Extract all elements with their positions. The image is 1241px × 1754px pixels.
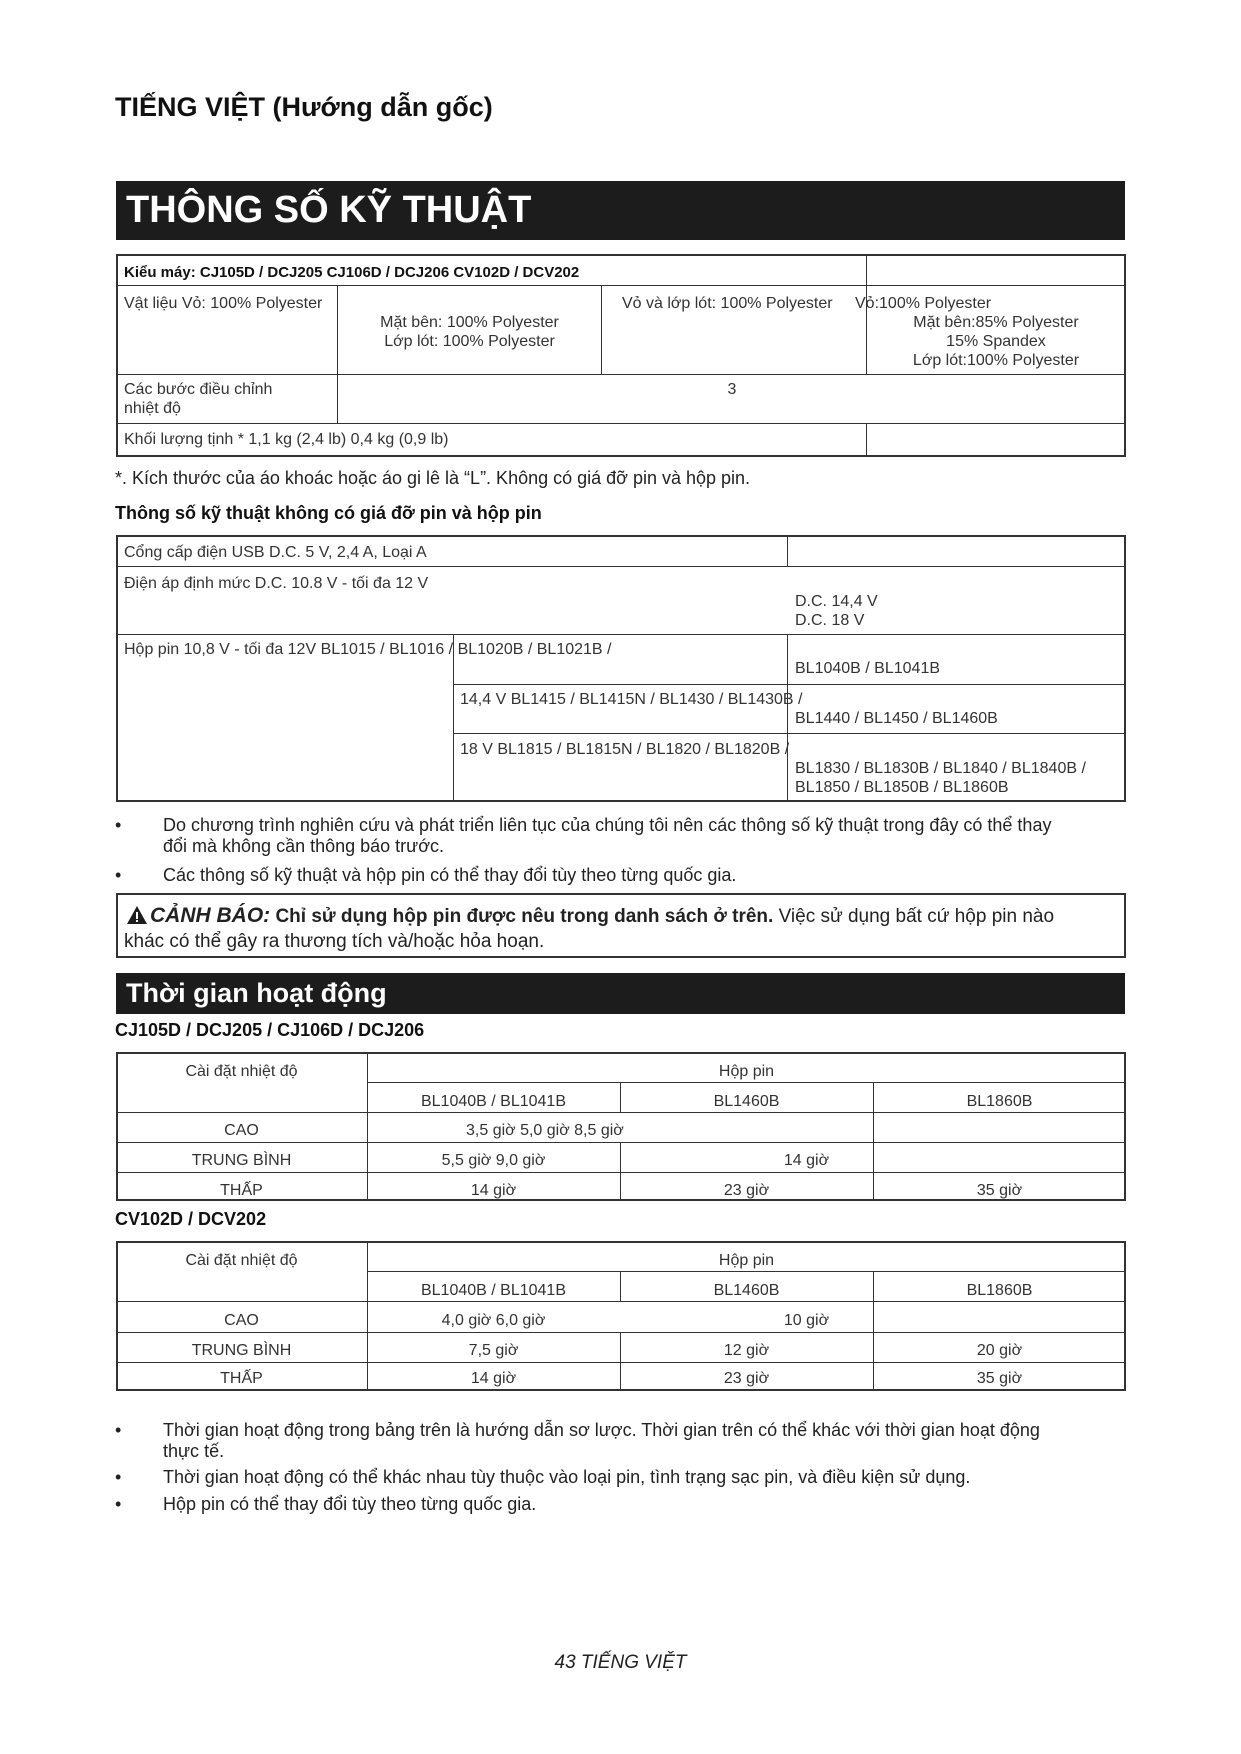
runtime-cell: 7,5 giờ bbox=[468, 1342, 519, 1359]
material-col4-line: Mặt bên:85% Polyester bbox=[913, 314, 1079, 331]
battery-col-header: BL1040B / BL1041B bbox=[420, 1093, 566, 1110]
material-col2-line: Lớp lót: 100% Polyester bbox=[384, 333, 555, 350]
material-col4-line: 15% Spandex bbox=[946, 333, 1046, 350]
runtime-cell: 14 giờ bbox=[783, 1152, 830, 1169]
material-label: Vật liệu Vỏ: 100% Polyester bbox=[124, 295, 323, 312]
warning-label: CẢNH BÁO: bbox=[150, 904, 271, 927]
page-footer: 43 TIẾNG VIỆT bbox=[554, 1652, 687, 1673]
holder-specs-title: Thông số kỹ thuật không có giá đỡ pin và hộp pin bbox=[115, 503, 542, 523]
setting-cell: TRUNG BÌNH bbox=[191, 1152, 292, 1169]
material-col2-line: Mặt bên: 100% Polyester bbox=[380, 314, 559, 331]
usb-row: Cổng cấp điện USB D.C. 5 V, 2,4 A, Loại A bbox=[124, 544, 427, 561]
runtime-table2-heading: CV102D / DCV202 bbox=[115, 1209, 267, 1229]
col-setting-header: Cài đặt nhiệt độ bbox=[185, 1063, 298, 1080]
setting-cell: THẤP bbox=[220, 1370, 263, 1387]
temp-value: 3 bbox=[727, 381, 737, 398]
setting-cell: CAO bbox=[224, 1312, 259, 1329]
runtime-cell: 12 giờ bbox=[723, 1342, 770, 1359]
warning-icon bbox=[126, 905, 148, 925]
col-battery-header: Hộp pin bbox=[718, 1063, 775, 1080]
temp-label-line: Các bước điều chỉnh bbox=[124, 381, 273, 398]
setting-cell: THẤP bbox=[220, 1182, 263, 1199]
warning-bold-text: Chỉ sử dụng hộp pin được nêu trong danh sách ở trên. bbox=[275, 906, 774, 927]
specs-footnote: *. Kích thước của áo khoác hoặc áo gi lê là “L”. Không có giá đỡ pin và hộp pin. bbox=[115, 468, 751, 488]
model-row: Kiểu máy: CJ105D / DCJ205 CJ106D / DCJ206 CV102D / DCV202 bbox=[124, 264, 580, 281]
runtime-table1-heading: CJ105D / DCJ205 / CJ106D / DCJ206 bbox=[115, 1020, 425, 1040]
material-col4-line: Vỏ:100% Polyester bbox=[855, 295, 992, 312]
battery-row-10v-extra: BL1040B / BL1041B bbox=[795, 660, 941, 677]
language-title: TIẾNG VIỆT (Hướng dẫn gốc) bbox=[115, 92, 493, 122]
col-battery-header: Hộp pin bbox=[718, 1252, 775, 1269]
runtime-cell: 23 giờ bbox=[723, 1182, 770, 1199]
battery-col-header: BL1040B / BL1041B bbox=[420, 1282, 566, 1299]
temp-label-line: nhiệt độ bbox=[124, 400, 181, 417]
col-setting-header: Cài đặt nhiệt độ bbox=[185, 1252, 298, 1269]
battery-row-18v-extra: BL1850 / BL1850B / BL1860B bbox=[795, 779, 1009, 796]
battery-row-10v: Hộp pin 10,8 V - tối đa 12V BL1015 / BL1016 / BL1020B / BL1021B / bbox=[124, 641, 612, 658]
material-col4-line: Lớp lót:100% Polyester bbox=[912, 352, 1080, 369]
runtime-cell: 20 giờ bbox=[976, 1342, 1023, 1359]
battery-row-14v-extra: BL1440 / BL1450 / BL1460B bbox=[795, 710, 998, 727]
weight-row: Khối lượng tịnh * 1,1 kg (2,4 lb) 0,4 kg (0,9 lb) bbox=[124, 431, 449, 448]
specs-banner: THÔNG SỐ KỸ THUẬT bbox=[116, 181, 1125, 240]
battery-col-header: BL1860B bbox=[966, 1282, 1033, 1299]
setting-cell: TRUNG BÌNH bbox=[191, 1342, 292, 1359]
battery-col-header: BL1860B bbox=[966, 1093, 1033, 1110]
warning-text-line2: khác có thể gây ra thương tích và/hoặc hỏa hoạn. bbox=[124, 931, 545, 952]
material-col3: Vỏ và lớp lót: 100% Polyester bbox=[622, 295, 833, 312]
battery-col-header: BL1460B bbox=[713, 1093, 780, 1110]
runtime-cell: 10 giờ bbox=[783, 1312, 830, 1329]
voltage-extra: D.C. 18 V bbox=[795, 612, 865, 629]
runtime-cell: 35 giờ bbox=[976, 1182, 1023, 1199]
setting-cell: CAO bbox=[224, 1122, 259, 1139]
battery-row-18v-extra: BL1830 / BL1830B / BL1840 / BL1840B / bbox=[795, 760, 1086, 777]
warning-box bbox=[116, 893, 1126, 958]
runtime-cell: 14 giờ bbox=[470, 1370, 517, 1387]
voltage-row: Điện áp định mức D.C. 10.8 V - tối đa 12 V bbox=[124, 575, 429, 592]
runtime-cell: 3,5 giờ 5,0 giờ 8,5 giờ bbox=[466, 1122, 624, 1139]
warning-text: Việc sử dụng bất cứ hộp pin nào bbox=[778, 906, 1055, 927]
runtime-cell: 23 giờ bbox=[723, 1370, 770, 1387]
runtime-cell: 5,5 giờ 9,0 giờ bbox=[441, 1152, 546, 1169]
runtime-cell: 4,0 giờ 6,0 giờ bbox=[441, 1312, 546, 1329]
battery-col-header: BL1460B bbox=[713, 1282, 780, 1299]
runtime-banner: Thời gian hoạt động bbox=[116, 973, 1125, 1014]
runtime-cell: 14 giờ bbox=[470, 1182, 517, 1199]
battery-row-14v: 14,4 V BL1415 / BL1415N / BL1430 / BL1430B / bbox=[460, 691, 803, 708]
voltage-extra: D.C. 14,4 V bbox=[795, 593, 878, 610]
runtime-cell: 35 giờ bbox=[976, 1370, 1023, 1387]
battery-row-18v: 18 V BL1815 / BL1815N / BL1820 / BL1820B / bbox=[460, 741, 790, 758]
